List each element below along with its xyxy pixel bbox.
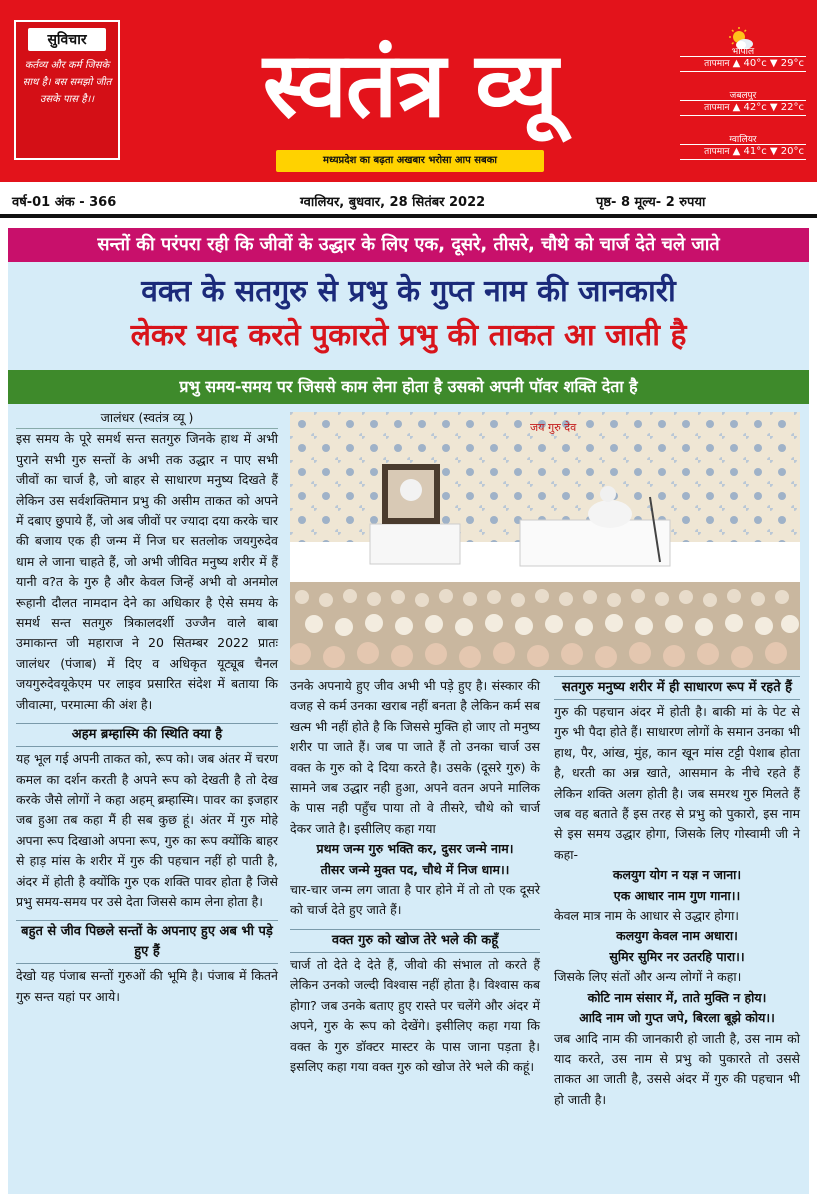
masthead <box>0 0 817 182</box>
column-2 <box>290 676 540 1077</box>
weather-box <box>680 26 806 174</box>
satsang-scene-illustration <box>290 412 800 670</box>
verse-line: सुमिर सुमिर नर उतरहि पारा।। <box>609 948 745 964</box>
weather-max: ▲ 42°c <box>732 102 767 113</box>
issue-number: वर्ष-01 अंक - 366 <box>12 195 117 210</box>
paragraph: जिसके लिए संतों और अन्य लोगों ने कहा। <box>554 969 742 985</box>
weather-max: ▲ 40°c <box>732 58 767 69</box>
paragraph: यह भूल गई अपनी ताकत को, रूप को। जब अंतर में चरण कमल का दर्शन करती है अपने रूप को देखती है तो देख करके जैसे लोगों ने कहा अहम् ब्रम्हास्मि। पावर का इजहार जब हुआ तब कहा मैं ही सब कुछ हूं। अंतर में गुरु मोहे अपना रूप दिखाओ अपना रूप, गुरु का रूप क्योंकि बाहर से हाड़ मांस के शरीर में गुरु की पहचान नहीं हो पाती है, अंदर में होती है क्योंकि गुरु एक शक्ति पावर होता है जिसे प्रभु समय-समय पर उसे देता जिससे काम लेना होता है। <box>16 751 278 909</box>
verse-line: प्रथम जन्म गुरु भक्ति कर, दुसर जन्मे नाम। <box>316 841 514 857</box>
paragraph: उनके अपनाये हुए जीव अभी भी पड़े हुए है। संस्कार की वजह से कर्म उनका खराब नहीं बनता है लेकिन कर्म सब खत्म भी नहीं होते है कि जिससे मुक्ति हो जाए तो मनुष्य शरीर पा जाते हैं। जब पा जाते हैं तो उनका चार्ज उस वक्त के गुरु को दे दिया करते है। उसके (दूसरे गुरु) के सामने जब उद्धार नही हुआ, अपने वतन अपने मालिक के पास नही पहुँच पाया तो वे तीसरे, चौथे को चार्ज देकर जाते है। इसीलिए कहा गया <box>290 678 540 836</box>
column-3 <box>554 676 800 1110</box>
main-headline-box <box>8 262 809 370</box>
weather-label: तापमान <box>704 147 730 157</box>
subheading: वक्त गुरु को खोज तेरे भले की कहूँ <box>290 929 540 953</box>
thought-text: कर्तव्य और कर्म जिसके साथ है। बस समझो जीत उसके पास है।। <box>22 60 112 105</box>
issue-info-bar <box>0 188 817 218</box>
kicker-headline: सन्तों की परंपरा रही कि जीवों के उद्धार के लिए एक, दूसरे, तीसरे, चौथे को चार्ज देते चले जाते <box>8 228 809 262</box>
weather-row <box>680 44 806 72</box>
weather-reading <box>680 56 806 72</box>
weather-city: जबलपुर <box>729 91 757 101</box>
sub-headline: प्रभु समय-समय पर जिससे काम लेना होता है उसको अपनी पॉवर शक्ति देता है <box>8 370 809 404</box>
weather-row <box>680 132 806 160</box>
weather-max: ▲ 41°c <box>732 146 767 157</box>
subheading: बहुत से जीव पिछले सन्तों के अपनाए हुए अब भी पड़े हुए हैं <box>16 920 278 964</box>
subheading: सतगुरु मनुष्य शरीर में ही साधारण रूप में रहते हैं <box>554 676 800 700</box>
weather-label: तापमान <box>704 103 730 113</box>
verse-line: तीसर जन्मे मुक्त पद, चौथे में निज धाम।। <box>320 861 510 877</box>
verse-line: एक आधार नाम गुण गाना।। <box>613 887 741 903</box>
dateline: ग्वालियर, बुधवार, 28 सितंबर 2022 <box>300 195 486 210</box>
paragraph: इस समय के पूरे समर्थ सन्त सतगुरु जिनके हाथ में अभी पुराने सभी गुरु सन्तों के अभी तक उद्धार न पाए सभी जीवों का चार्ज है, जो बाहर से साधारण मनुष्य दिखते हैं लेकिन उस सर्वशक्तिमान प्रभु की असीम ताकत को अपने में दबाए छुपाये हैं, जो अब जीवों पर ज्यादा दया करके चार की बजाय एक ही जन्म में निज घर सतलोक जयगुरुदेव धाम ले जाना चाहते हैं, जो अभी जीवित मनुष्य शरीर में हैं यानी व?त के गुरु है और केवल जिन्हें अभी वो अनमोल रूहानी दौलत नामदान देने का अधिकार है ऐसे समय के समर्थ सन्त सतगुरु त्रिकालदर्शी उज्जैन वाले बाबा उमाकान्त जी महाराज ने 20 सितम्बर 2022 प्रातः जालंधर (पंजाब) में दिए व अधिकृत यूट्यूब चैनल जयगुरुदेवयूकेएम पर लाइव प्रसारित संदेश में बताया कि जीवात्मा, परमात्मा की अंश है। <box>16 431 278 712</box>
weather-label: तापमान <box>704 59 730 69</box>
byline: जालंधर (स्वतंत्र व्यू ) <box>16 408 278 429</box>
article-body <box>8 404 809 1194</box>
weather-row <box>680 88 806 116</box>
column-1 <box>16 408 278 1007</box>
weather-city: ग्वालियर <box>729 135 757 145</box>
verse-line: आदि नाम जो गुप्त जपे, बिरला बूझे कोय।। <box>579 1010 775 1026</box>
paragraph: देखो यह पंजाब सन्तों गुरुओं की भूमि है। पंजाब में कितने गुरु सन्त यहां पर आये। <box>16 968 278 1004</box>
paragraph: जब आदि नाम की जानकारी हो जाती है, उस नाम को याद करते, उस नाम से प्रभु को पुकारते तो उससे ताकत आ जाती है, उससे अंदर में गुरु की पहचान भी हो जाती है। <box>554 1030 800 1107</box>
weather-min: ▼ 20°c <box>769 146 804 157</box>
verse-line: कलयुग केवल नाम अधारा। <box>616 928 738 944</box>
main-headline-line2: लेकर याद करते पुकारते प्रभु की ताकत आ जाती है <box>130 318 687 353</box>
photo-caption: जय गुरु देव <box>530 421 577 434</box>
main-headline-line1: वक्त के सतगुरु से प्रभु के गुप्त नाम की जानकारी <box>141 274 676 309</box>
paragraph: चार्ज तो देते दे देते हैं, जीवो की संभाल तो करते हैं लेकिन उनको जल्दी विश्वास नहीं होता है। विश्वास कब होगा? जब उनके बताए हुए रास्ते पर चलेंगे और अंदर में अपने, गुरु के रूप को देखेंगे। इसीलिए कहा गया कि वक्त के गुरु डॉक्टर मास्टर के पास जाना पड़ता है। इसलिए कहा गया वक्त गुरु को खोज तेरे भले की कहूं। <box>290 956 540 1074</box>
subheading: अहम ब्रम्हास्मि की स्थिति क्या है <box>16 723 278 747</box>
weather-reading <box>680 144 806 160</box>
paragraph: केवल मात्र नाम के आधार से उद्धार होगा। <box>554 908 740 924</box>
weather-min: ▼ 22°c <box>769 102 804 113</box>
thought-label: सुविचार <box>28 28 106 51</box>
page-price: पृष्ठ- 8 मूल्य- 2 रुपया <box>596 195 706 210</box>
event-photo <box>290 412 800 670</box>
paragraph: चार-चार जन्म लग जाता है पार होने में तो तो एक दूसरे को चार्ज देते हुए जाते हैं। <box>290 882 540 918</box>
thought-box <box>14 20 120 160</box>
weather-city: भोपाल <box>731 47 755 57</box>
weather-reading <box>680 100 806 116</box>
tagline: मध्यप्रदेश का बढ़ता अखबार भरोसा आप सबका <box>276 150 544 172</box>
paragraph: गुरु की पहचान अंदर में होती है। बाकी मां के पेट से गुरु भी पैदा होते हैं। साधारण लोगों के समान उनका भी हाथ, पैर, आंख, मुंह, कान खून मांस टट्टी पेशाब होता है, धरती का अन्न खाते, आसमान के नीचे रहते हैं लेकिन शक्ति अलग होती है। जब समरथ गुरु मिलते हैं जब वह बताते हैं इस तरह से प्रभु को पुकारो, इस नाम से इस समय उद्धार होगा, जिसके लिए गोस्वामी जी ने कहा- <box>554 704 800 862</box>
verse-line: कोटि नाम संसार में, ताते मुक्ति न होय। <box>587 989 767 1005</box>
verse-line: कलयुग योग न यज्ञ न जाना। <box>612 867 742 883</box>
weather-min: ▼ 29°c <box>769 58 804 69</box>
newspaper-title: स्वतंत्र व्यू <box>262 32 558 138</box>
